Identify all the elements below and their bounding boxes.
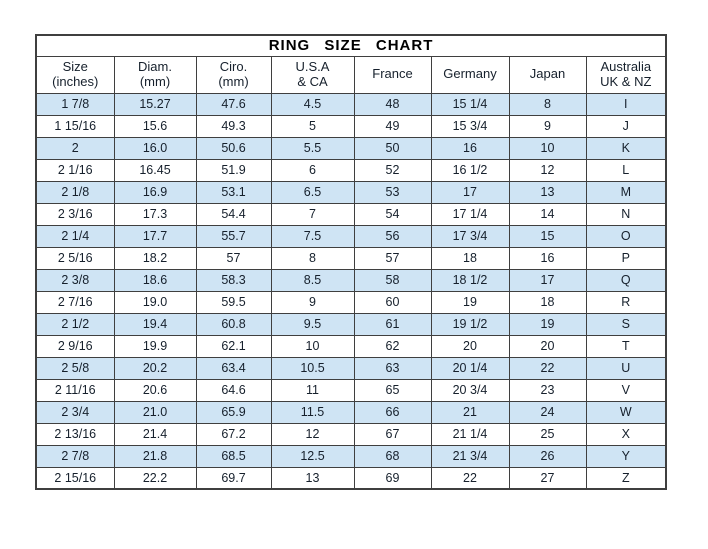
cell: I — [586, 93, 666, 115]
column-header-sublabel: & CA — [297, 73, 328, 89]
cell: 16 — [431, 137, 509, 159]
table-row — [36, 115, 666, 137]
column-header-label: U.S.A — [295, 58, 330, 74]
cell: 16.0 — [114, 137, 196, 159]
table-row — [36, 203, 666, 225]
column-header-sublabel: UK & NZ — [600, 73, 652, 89]
cell: 50 — [354, 137, 431, 159]
cell: T — [586, 335, 666, 357]
cell: 19.4 — [114, 313, 196, 335]
cell: R — [586, 291, 666, 313]
cell: 21.0 — [114, 401, 196, 423]
cell: 68.5 — [196, 445, 271, 467]
header-row — [36, 56, 666, 93]
column-header-circumference-mm — [196, 56, 271, 93]
cell: 68 — [354, 445, 431, 467]
cell: 10 — [271, 335, 354, 357]
cell: 2 1/8 — [36, 181, 114, 203]
cell: 19.0 — [114, 291, 196, 313]
table-row — [36, 401, 666, 423]
column-header-sublabel: (inches) — [52, 73, 99, 89]
cell: 17 — [509, 269, 586, 291]
cell: 20.2 — [114, 357, 196, 379]
column-header-label: Size — [62, 58, 88, 74]
cell: 18 1/2 — [431, 269, 509, 291]
cell: 7 — [271, 203, 354, 225]
cell: 69 — [354, 467, 431, 489]
cell: Z — [586, 467, 666, 489]
cell: 2 1/4 — [36, 225, 114, 247]
table-row — [36, 379, 666, 401]
cell: 12 — [271, 423, 354, 445]
cell: 2 15/16 — [36, 467, 114, 489]
cell: 2 9/16 — [36, 335, 114, 357]
cell: 63 — [354, 357, 431, 379]
table-row — [36, 445, 666, 467]
cell: 58.3 — [196, 269, 271, 291]
cell: 58 — [354, 269, 431, 291]
title-row — [36, 35, 666, 56]
cell: 8.5 — [271, 269, 354, 291]
column-header-france — [354, 56, 431, 93]
cell: 47.6 — [196, 93, 271, 115]
cell: 2 11/16 — [36, 379, 114, 401]
cell: 21 1/4 — [431, 423, 509, 445]
cell: 15.6 — [114, 115, 196, 137]
cell: 18.2 — [114, 247, 196, 269]
column-header-label: France — [372, 66, 413, 82]
cell: 55.7 — [196, 225, 271, 247]
ring-size-chart-table — [35, 34, 667, 490]
cell: O — [586, 225, 666, 247]
cell: 22 — [509, 357, 586, 379]
cell: 56 — [354, 225, 431, 247]
cell: 13 — [509, 181, 586, 203]
cell: 20 — [509, 335, 586, 357]
cell: 2 3/4 — [36, 401, 114, 423]
cell: 20.6 — [114, 379, 196, 401]
cell: 21.8 — [114, 445, 196, 467]
cell: 51.9 — [196, 159, 271, 181]
cell: 2 — [36, 137, 114, 159]
cell: 23 — [509, 379, 586, 401]
cell: 65 — [354, 379, 431, 401]
cell: 60 — [354, 291, 431, 313]
cell: 49 — [354, 115, 431, 137]
cell: Q — [586, 269, 666, 291]
cell: 27 — [509, 467, 586, 489]
cell: 61 — [354, 313, 431, 335]
cell: 6 — [271, 159, 354, 181]
cell: 63.4 — [196, 357, 271, 379]
cell: 8 — [271, 247, 354, 269]
table-row — [36, 313, 666, 335]
cell: 16 1/2 — [431, 159, 509, 181]
cell: 54.4 — [196, 203, 271, 225]
cell: K — [586, 137, 666, 159]
table-row — [36, 335, 666, 357]
cell: W — [586, 401, 666, 423]
cell: 8 — [509, 93, 586, 115]
cell: 17 — [431, 181, 509, 203]
cell: 9 — [271, 291, 354, 313]
table-row — [36, 159, 666, 181]
cell: 19 — [431, 291, 509, 313]
table-row — [36, 181, 666, 203]
cell: 14 — [509, 203, 586, 225]
cell: 17 3/4 — [431, 225, 509, 247]
cell: 59.5 — [196, 291, 271, 313]
cell: 21 3/4 — [431, 445, 509, 467]
cell: 15.27 — [114, 93, 196, 115]
cell: 11.5 — [271, 401, 354, 423]
cell: 10.5 — [271, 357, 354, 379]
cell: V — [586, 379, 666, 401]
cell: 18 — [509, 291, 586, 313]
column-header-usa-ca — [271, 56, 354, 93]
cell: 2 5/16 — [36, 247, 114, 269]
table-row — [36, 93, 666, 115]
cell: 2 13/16 — [36, 423, 114, 445]
cell: 2 3/16 — [36, 203, 114, 225]
cell: 11 — [271, 379, 354, 401]
cell: 54 — [354, 203, 431, 225]
cell: 16.9 — [114, 181, 196, 203]
cell: 1 15/16 — [36, 115, 114, 137]
cell: 12 — [509, 159, 586, 181]
cell: 15 — [509, 225, 586, 247]
cell: 18 — [431, 247, 509, 269]
column-header-label: Germany — [443, 66, 497, 82]
column-header-australia-uk-nz — [586, 56, 666, 93]
cell: 52 — [354, 159, 431, 181]
column-header-sublabel: (mm) — [218, 73, 249, 89]
cell: 65.9 — [196, 401, 271, 423]
cell: 19.9 — [114, 335, 196, 357]
cell: 50.6 — [196, 137, 271, 159]
table-row — [36, 247, 666, 269]
cell: 60.8 — [196, 313, 271, 335]
cell: 6.5 — [271, 181, 354, 203]
chart-title: RING SIZE CHART — [36, 35, 666, 56]
cell: P — [586, 247, 666, 269]
cell: L — [586, 159, 666, 181]
cell: 16 — [509, 247, 586, 269]
cell: 2 5/8 — [36, 357, 114, 379]
cell: 13 — [271, 467, 354, 489]
cell: 15 1/4 — [431, 93, 509, 115]
cell: 19 — [509, 313, 586, 335]
cell: 17.3 — [114, 203, 196, 225]
table-row — [36, 137, 666, 159]
cell: 15 3/4 — [431, 115, 509, 137]
cell: 1 7/8 — [36, 93, 114, 115]
column-header-label: Japan — [529, 66, 566, 82]
cell: 18.6 — [114, 269, 196, 291]
cell: 22.2 — [114, 467, 196, 489]
cell: 25 — [509, 423, 586, 445]
cell: 7.5 — [271, 225, 354, 247]
cell: 22 — [431, 467, 509, 489]
cell: 17 1/4 — [431, 203, 509, 225]
column-header-sublabel: (mm) — [139, 73, 171, 89]
cell: 64.6 — [196, 379, 271, 401]
cell: 21.4 — [114, 423, 196, 445]
cell: 62.1 — [196, 335, 271, 357]
column-header-label: Diam. — [138, 58, 172, 74]
cell: 2 1/16 — [36, 159, 114, 181]
cell: 20 1/4 — [431, 357, 509, 379]
cell: 48 — [354, 93, 431, 115]
column-header-label: Ciro. — [219, 58, 248, 74]
table-row — [36, 467, 666, 489]
cell: 20 — [431, 335, 509, 357]
cell: U — [586, 357, 666, 379]
cell: 2 3/8 — [36, 269, 114, 291]
cell: 17.7 — [114, 225, 196, 247]
column-header-japan — [509, 56, 586, 93]
cell: 57 — [354, 247, 431, 269]
cell: 53 — [354, 181, 431, 203]
cell: N — [586, 203, 666, 225]
cell: 16.45 — [114, 159, 196, 181]
cell: 2 7/16 — [36, 291, 114, 313]
table-row — [36, 423, 666, 445]
cell: 2 7/8 — [36, 445, 114, 467]
cell: 21 — [431, 401, 509, 423]
cell: 67 — [354, 423, 431, 445]
column-header-diameter-mm — [114, 56, 196, 93]
cell: 12.5 — [271, 445, 354, 467]
column-header-label: Australia — [600, 58, 652, 74]
cell: 26 — [509, 445, 586, 467]
cell: X — [586, 423, 666, 445]
cell: 19 1/2 — [431, 313, 509, 335]
column-header-germany — [431, 56, 509, 93]
cell: 62 — [354, 335, 431, 357]
cell: 10 — [509, 137, 586, 159]
cell: 49.3 — [196, 115, 271, 137]
cell: 53.1 — [196, 181, 271, 203]
cell: 5.5 — [271, 137, 354, 159]
table-row — [36, 291, 666, 313]
cell: Y — [586, 445, 666, 467]
table-row — [36, 225, 666, 247]
column-header-size-inches — [36, 56, 114, 93]
cell: 4.5 — [271, 93, 354, 115]
cell: 66 — [354, 401, 431, 423]
cell: 20 3/4 — [431, 379, 509, 401]
cell: 24 — [509, 401, 586, 423]
cell: 5 — [271, 115, 354, 137]
table-row — [36, 357, 666, 379]
cell: 69.7 — [196, 467, 271, 489]
cell: M — [586, 181, 666, 203]
cell: 9 — [509, 115, 586, 137]
cell: 57 — [196, 247, 271, 269]
table-row — [36, 269, 666, 291]
cell: 2 1/2 — [36, 313, 114, 335]
cell: J — [586, 115, 666, 137]
cell: 67.2 — [196, 423, 271, 445]
ring-size-table-body — [36, 93, 666, 489]
cell: 9.5 — [271, 313, 354, 335]
cell: S — [586, 313, 666, 335]
